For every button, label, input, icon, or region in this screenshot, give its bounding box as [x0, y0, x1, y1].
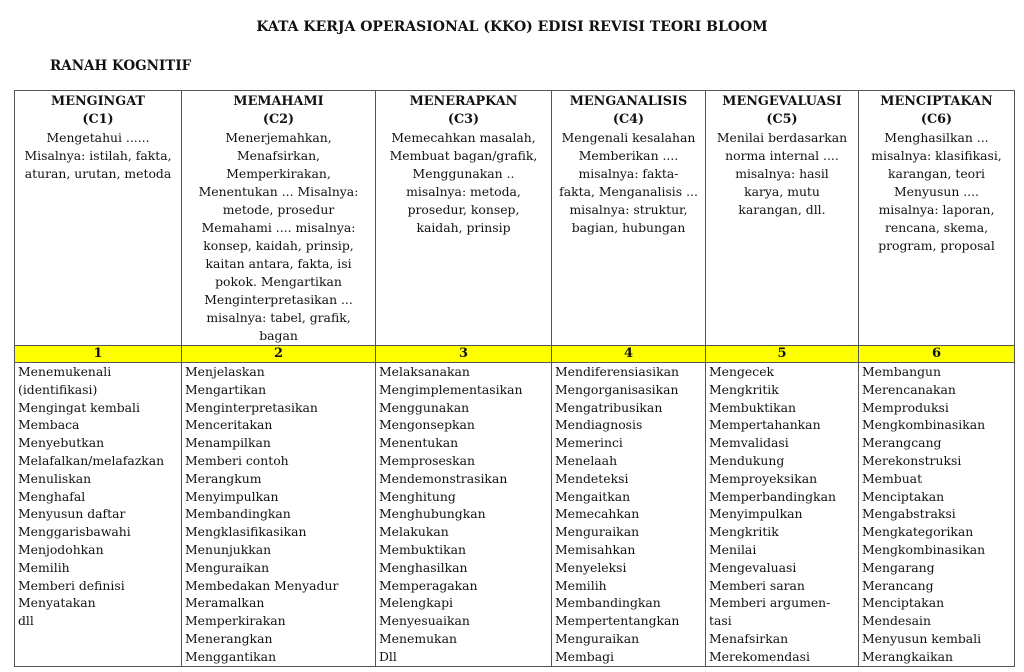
level-code: (C5)	[766, 112, 798, 127]
verb-list	[185, 363, 372, 666]
verb-item: Menghasilkan	[379, 559, 468, 575]
verb-item: Melafalkan/melafazkan	[18, 452, 165, 468]
description-line: misalnya: metoda,	[406, 184, 521, 199]
level-header-row	[15, 91, 1015, 346]
verb-item: Memperagakan	[379, 577, 478, 593]
description-line: Memperkirakan,	[226, 166, 331, 181]
verb-item: Mengatribusikan	[555, 399, 663, 415]
verb-item: Melengkapi	[379, 595, 454, 611]
verb-item: Memilih	[18, 559, 70, 575]
verb-item: Mendiagnosis	[555, 417, 643, 433]
verb-item: Menyeleksi	[555, 559, 627, 575]
verb-list	[18, 363, 178, 630]
verb-item: Menunjukkan	[185, 541, 272, 557]
level-number: 1	[15, 346, 182, 363]
description-line: karangan, teori	[887, 166, 986, 181]
verb-item: Menyimpulkan	[709, 506, 803, 522]
verb-item: (identifikasi)	[18, 381, 98, 397]
verb-list	[709, 363, 855, 666]
level-number: 4	[552, 346, 706, 363]
verb-item: Merangkum	[185, 470, 262, 486]
verb-item: Menjelaskan	[185, 364, 265, 379]
level-code: (C3)	[447, 112, 480, 127]
description-line: Memberikan ....	[578, 148, 679, 163]
level-header-c2	[182, 91, 376, 346]
verb-item: Merencanakan	[862, 381, 956, 397]
verb-item: Memvalidasi	[709, 435, 789, 451]
verb-item: Menghubungkan	[379, 506, 486, 522]
verb-item: Membuktikan	[709, 399, 797, 415]
verb-item: Mengabstraksi	[862, 506, 956, 522]
level-header-c3	[376, 91, 552, 346]
verb-item: Menafsirkan	[709, 630, 789, 646]
level-header-c4	[552, 91, 706, 346]
verb-item: Menyebutkan	[18, 435, 105, 451]
level-name: MENERAPKAN	[409, 94, 518, 109]
verb-item: Mengkritik	[709, 381, 779, 397]
verb-item: Mengaitkan	[555, 488, 631, 504]
verb-item: Memperbandingkan	[709, 488, 836, 504]
verb-item: Merangkaikan	[862, 648, 953, 664]
level-code: (C1)	[82, 112, 114, 127]
kko-table	[14, 90, 1015, 667]
level-header-c6	[859, 91, 1015, 346]
description-line: fakta, Menganalisis ...	[559, 184, 698, 199]
verb-item: Menyusun daftar	[18, 506, 126, 522]
description-line: kaitan antara, fakta, isi	[205, 256, 352, 271]
description-line: Misalnya: istilah, fakta,	[24, 148, 172, 163]
verb-cell-c1	[15, 363, 182, 667]
verb-item: Membuktikan	[379, 541, 467, 557]
description-line: pokok. Mengartikan	[215, 274, 342, 289]
verb-item: Membaca	[18, 417, 80, 433]
level-code: (C4)	[612, 112, 645, 127]
description-line: misalnya: fakta-	[578, 166, 679, 181]
verb-item: Menjodohkan	[18, 541, 104, 557]
description-line: Menerjemahkan,	[225, 130, 332, 145]
description-line: Mengenali kesalahan	[561, 130, 696, 145]
verb-item: Melakukan	[379, 524, 449, 540]
level-name: MENGINGAT	[51, 94, 145, 109]
verb-item: Mendeteksi	[555, 470, 629, 486]
verb-item: Mengarang	[862, 559, 935, 575]
verb-item: Mengimplementasikan	[379, 381, 523, 397]
verb-list	[862, 363, 1011, 666]
verb-item: Menguraikan	[555, 524, 640, 540]
verb-item: Menghitung	[379, 488, 456, 504]
description-line: Menginterpretasikan ...	[204, 292, 353, 307]
verb-item: Mengkritik	[709, 524, 779, 540]
level-number-row	[15, 346, 1015, 363]
verb-item: Memberi definisi	[18, 577, 125, 593]
level-description	[379, 129, 548, 237]
document-title: KATA KERJA OPERASIONAL (KKO) EDISI REVISI TEORI BLOOM	[256, 19, 768, 35]
description-line: rencana, skema,	[884, 220, 989, 235]
verb-list	[555, 363, 702, 666]
description-line: Mengetahui ......	[46, 130, 150, 145]
verb-item: Menelaah	[555, 452, 618, 468]
verb-cell-c6	[859, 363, 1015, 667]
verb-item: Menerangkan	[185, 630, 273, 646]
description-line: aturan, urutan, metoda	[24, 166, 172, 181]
verb-cell-c4	[552, 363, 706, 667]
verb-item: Menyimpulkan	[185, 488, 279, 504]
verb-item: Menggantikan	[185, 648, 277, 664]
description-line: Menggunakan ..	[412, 166, 515, 181]
description-line: Menyusun ....	[894, 184, 979, 199]
level-name: MENGEVALUASI	[722, 94, 842, 109]
verb-item: Menyusun kembali	[862, 630, 982, 646]
description-line: metode, prosedur	[222, 202, 335, 217]
description-line: misalnya: klasifikasi,	[871, 148, 1002, 163]
verb-item: Memproyeksikan	[709, 470, 818, 486]
verb-item: Mengevaluasi	[709, 559, 797, 575]
description-line: Memahami .... misalnya:	[201, 220, 356, 235]
verb-item: Membangun	[862, 364, 941, 379]
level-description	[185, 129, 372, 345]
verb-cell-c3	[376, 363, 552, 667]
level-number: 2	[182, 346, 376, 363]
description-line: bagian, hubungan	[571, 220, 686, 235]
description-line: bagan	[259, 328, 298, 343]
description-line: misalnya: hasil	[735, 166, 829, 181]
description-line: program, proposal	[878, 238, 995, 253]
description-line: Menilai berdasarkan	[716, 130, 848, 145]
description-line: misalnya: tabel, grafik,	[206, 310, 351, 325]
verb-item: Membuat	[862, 470, 923, 486]
verb-item: Menampilkan	[185, 435, 271, 451]
verb-list-row	[15, 363, 1015, 667]
level-number: 6	[859, 346, 1015, 363]
verb-item: Mengonsepkan	[379, 417, 475, 433]
verb-item: Menemukan	[379, 630, 457, 646]
verb-item: Mempertahankan	[709, 417, 821, 433]
verb-item: Menggarisbawahi	[18, 524, 131, 540]
verb-item: Memerinci	[555, 435, 623, 451]
verb-item: Dll	[379, 648, 397, 664]
description-line: norma internal ....	[725, 148, 839, 163]
verb-item: Membedakan Menyadur	[185, 577, 339, 593]
description-line: misalnya: struktur,	[569, 202, 688, 217]
verb-item: Menyesuaikan	[379, 613, 470, 629]
verb-item: Memberi saran	[709, 577, 805, 593]
level-name: MEMAHAMI	[233, 94, 324, 109]
description-line: Menentukan ... Misalnya:	[198, 184, 359, 199]
verb-item: dll	[18, 613, 34, 629]
verb-item: Menciptakan	[862, 488, 945, 504]
verb-item: tasi	[709, 613, 732, 629]
level-number: 3	[376, 346, 552, 363]
verb-item: Menguraikan	[185, 559, 270, 575]
section-title: RANAH KOGNITIF	[50, 58, 192, 74]
verb-item: Mengkategorikan	[862, 524, 974, 540]
description-line: karya, mutu	[744, 184, 820, 199]
verb-item: Membandingkan	[185, 506, 291, 522]
level-description	[862, 129, 1011, 255]
verb-item: Menentukan	[379, 435, 459, 451]
verb-item: Mendemonstrasikan	[379, 470, 508, 486]
description-line: kaidah, prinsip	[416, 220, 511, 235]
verb-item: Merangcang	[862, 435, 942, 451]
verb-item: Memberi contoh	[185, 452, 289, 468]
description-line: Menafsirkan,	[236, 148, 321, 163]
level-description	[18, 129, 178, 183]
verb-item: Menciptakan	[862, 595, 945, 611]
verb-item: Memilih	[555, 577, 607, 593]
verb-item: Menghafal	[18, 488, 86, 504]
level-name: MENCIPTAKAN	[880, 94, 993, 109]
verb-item: Memberi argumen-	[709, 595, 831, 611]
verb-item: Memecahkan	[555, 506, 640, 522]
verb-item: Mengkombinasikan	[862, 417, 986, 433]
verb-item: Memproseskan	[379, 452, 476, 468]
description-line: konsep, kaidah, prinsip,	[203, 238, 354, 253]
verb-item: Membandingkan	[555, 595, 661, 611]
verb-item: Menggunakan	[379, 399, 470, 415]
verb-item: Memproduksi	[862, 399, 949, 415]
level-header-c1	[15, 91, 182, 346]
verb-item: Mengartikan	[185, 381, 267, 397]
level-description	[709, 129, 855, 219]
verb-item: Memperkirakan	[185, 613, 286, 629]
description-line: Membuat bagan/grafik,	[389, 148, 538, 163]
verb-item: Menguraikan	[555, 630, 640, 646]
level-description	[555, 129, 702, 237]
description-line: Memecahkan masalah,	[391, 130, 536, 145]
verb-item: Merekonstruksi	[862, 452, 962, 468]
verb-item: Mendesain	[862, 613, 931, 629]
verb-item: Mengingat kembali	[18, 399, 140, 415]
verb-item: Mempertentangkan	[555, 613, 680, 629]
description-line: Menghasilkan ...	[884, 130, 989, 145]
verb-item: Mengkombinasikan	[862, 541, 986, 557]
verb-list	[379, 363, 548, 666]
description-line: misalnya: laporan,	[878, 202, 995, 217]
verb-item: Menuliskan	[18, 470, 92, 486]
level-header-c5	[706, 91, 859, 346]
level-name: MENGANALISIS	[569, 94, 688, 109]
level-number: 5	[706, 346, 859, 363]
verb-item: Meramalkan	[185, 595, 265, 611]
verb-item: Menemukenali	[18, 364, 112, 379]
verb-item: Mendukung	[709, 452, 785, 468]
verb-cell-c2	[182, 363, 376, 667]
verb-item: Merancang	[862, 577, 934, 593]
verb-item: Merekomendasi	[709, 648, 810, 664]
verb-item: Membagi	[555, 648, 614, 664]
description-line: karangan, dll.	[738, 202, 826, 217]
verb-item: Menginterpretasikan	[185, 399, 318, 415]
description-line: prosedur, konsep,	[407, 202, 520, 217]
level-code: (C6)	[920, 112, 953, 127]
verb-item: Menceritakan	[185, 417, 273, 433]
verb-item: Mengorganisasikan	[555, 381, 679, 397]
verb-item: Memisahkan	[555, 541, 636, 557]
verb-item: Mengecek	[709, 364, 775, 379]
verb-item: Menilai	[709, 541, 757, 557]
verb-cell-c5	[706, 363, 859, 667]
level-code: (C2)	[262, 112, 295, 127]
verb-item: Melaksanakan	[379, 364, 470, 379]
verb-item: Menyatakan	[18, 595, 96, 611]
verb-item: Mengklasifikasikan	[185, 524, 307, 540]
verb-item: Mendiferensiasikan	[555, 364, 679, 379]
